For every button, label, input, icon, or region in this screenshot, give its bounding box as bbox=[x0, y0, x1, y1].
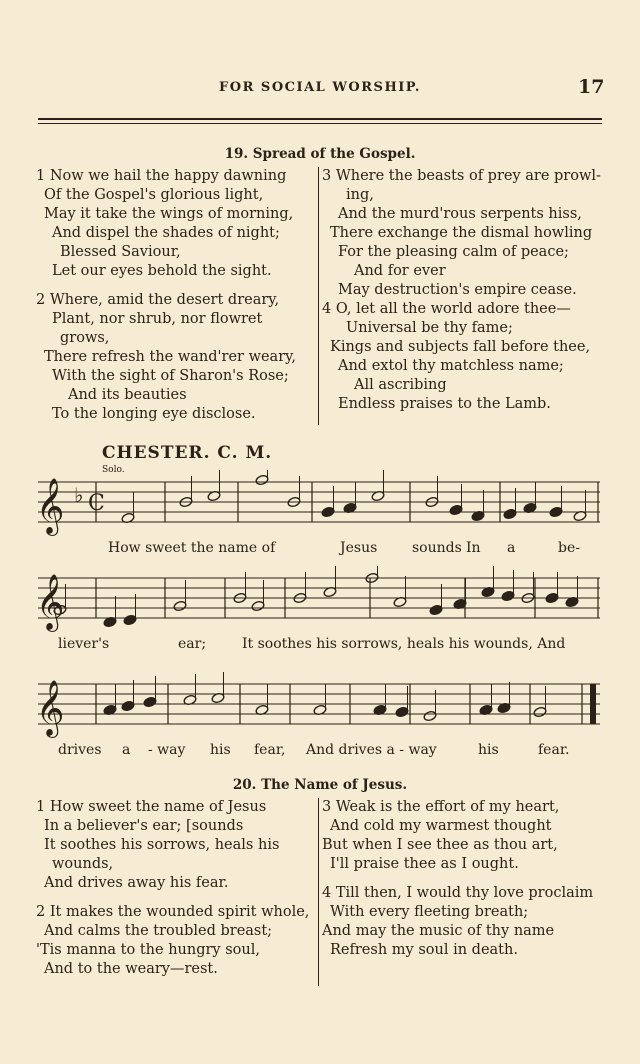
lyric-syllable: drives bbox=[58, 742, 102, 758]
verse-line: Let our eyes behold the sight. bbox=[52, 263, 272, 279]
note-head bbox=[429, 604, 443, 616]
verse-line: There refresh the wand'rer weary, bbox=[44, 349, 297, 365]
verse-line: 3 Weak is the effort of my heart, bbox=[322, 799, 560, 815]
lyric-syllable: It soothes his sorrows, heals his wounds, And bbox=[242, 636, 566, 652]
hymn-19-title: 19. Spread of the Gospel. bbox=[224, 146, 416, 162]
verse-line: Plant, nor shrub, nor flowret bbox=[52, 311, 263, 327]
note-head bbox=[121, 700, 135, 712]
flat-icon: ♭ bbox=[74, 483, 84, 507]
lyric-syllable: a bbox=[122, 742, 131, 758]
note-head bbox=[533, 706, 547, 718]
lyric-syllable: Jesus bbox=[340, 540, 378, 556]
verse-line: Refresh my soul in death. bbox=[330, 942, 518, 958]
note-head bbox=[251, 600, 265, 612]
verse-line: With the sight of Sharon's Rose; bbox=[52, 368, 289, 384]
note-head bbox=[143, 696, 157, 708]
verse-line: May it take the wings of morning, bbox=[44, 206, 294, 222]
time-signature-icon: C bbox=[88, 491, 105, 516]
note-head bbox=[503, 508, 517, 520]
lyric-syllable: fear, bbox=[254, 742, 286, 758]
verse-line: And for ever bbox=[354, 263, 446, 279]
verse-line: Kings and subjects fall before thee, bbox=[330, 339, 591, 355]
lyric-syllable: How sweet the name of bbox=[108, 540, 276, 556]
hymn-19-right-column bbox=[322, 167, 604, 414]
lyric-syllable: fear. bbox=[538, 742, 570, 758]
verse-line: And extol thy matchless name; bbox=[338, 358, 564, 374]
verse-line: 4 O, let all the world adore thee— bbox=[322, 301, 571, 317]
lyric-syllable: In bbox=[466, 540, 481, 556]
verse-line: And drives away his fear. bbox=[44, 875, 229, 891]
note-head bbox=[423, 710, 437, 722]
verse-line: But when I see thee as thou art, bbox=[322, 837, 558, 853]
verse-line: To the longing eye disclose. bbox=[52, 406, 256, 422]
lyric-syllable: his bbox=[210, 742, 231, 758]
header-rule bbox=[38, 118, 602, 124]
verse-line bbox=[322, 874, 604, 884]
treble-clef-icon: 𝄞 bbox=[36, 574, 65, 630]
verse-line: 1 How sweet the name of Jesus bbox=[36, 799, 267, 815]
verse-line: 3 Where the beasts of prey are prowl- bbox=[322, 168, 601, 184]
tune-title: CHESTER. C. M. bbox=[102, 443, 273, 463]
verse-line: And calms the troubled breast; bbox=[44, 923, 273, 939]
verse-line: ing, bbox=[346, 187, 374, 203]
voice-label: Solo. bbox=[102, 465, 125, 475]
verse-line: Endless praises to the Lamb. bbox=[338, 396, 551, 412]
verse-line: All ascribing bbox=[354, 377, 447, 393]
note-head bbox=[549, 506, 563, 518]
verse-line: There exchange the dismal howling bbox=[330, 225, 593, 241]
note-head bbox=[173, 600, 187, 612]
verse-line: Blessed Saviour, bbox=[60, 244, 181, 260]
treble-clef-icon: 𝄞 bbox=[36, 680, 65, 736]
note-head bbox=[545, 592, 559, 604]
verse-line: And to the weary—rest. bbox=[44, 961, 218, 977]
verse-line: May destruction's empire cease. bbox=[338, 282, 577, 298]
verse-line: 1 Now we hail the happy dawning bbox=[36, 168, 287, 184]
note-head bbox=[255, 474, 269, 486]
verse-line: Universal be thy fame; bbox=[346, 320, 513, 336]
verse-line: I'll praise thee as I ought. bbox=[330, 856, 519, 872]
note-head bbox=[395, 706, 409, 718]
final-barline bbox=[590, 684, 596, 724]
verse-line: It soothes his sorrows, heals his bbox=[44, 837, 280, 853]
lyric-syllable: his bbox=[478, 742, 499, 758]
lyric-syllable: - way bbox=[148, 742, 186, 758]
verse-line: wounds, bbox=[52, 856, 114, 872]
music-staff-1 bbox=[0, 470, 640, 540]
note-head bbox=[123, 614, 137, 626]
verse-line: And the murd'rous serpents hiss, bbox=[338, 206, 582, 222]
verse-line: With every fleeting breath; bbox=[330, 904, 529, 920]
verse-line: Of the Gospel's glorious light, bbox=[44, 187, 264, 203]
music-staff-3 bbox=[0, 672, 640, 742]
hymn-20-right-column bbox=[322, 798, 604, 960]
lyric-syllable: liever's bbox=[58, 636, 110, 652]
lyric-syllable: ear; bbox=[178, 636, 207, 652]
note-head bbox=[321, 506, 335, 518]
music-staff-2 bbox=[0, 566, 640, 636]
verse-line: 2 It makes the wounded spirit whole, bbox=[36, 904, 310, 920]
verse-line: 'Tis manna to the hungry soul, bbox=[36, 942, 260, 958]
note-head bbox=[501, 590, 515, 602]
running-header: FOR SOCIAL WORSHIP. bbox=[219, 80, 421, 95]
verse-line: 2 Where, amid the desert dreary, bbox=[36, 292, 280, 308]
verse-line: And dispel the shades of night; bbox=[52, 225, 280, 241]
verse-line: And its beauties bbox=[68, 387, 187, 403]
verse-line: grows, bbox=[60, 330, 110, 346]
verse-line: 4 Till then, I would thy love proclaim bbox=[322, 885, 594, 901]
verse-line bbox=[36, 281, 316, 291]
page-number: 17 bbox=[578, 76, 605, 98]
lyric-syllable: a bbox=[507, 540, 516, 556]
lyric-syllable: sounds bbox=[412, 540, 462, 556]
verse-line: And cold my warmest thought bbox=[330, 818, 552, 834]
hymn-20-left-column bbox=[36, 798, 316, 979]
note-head bbox=[449, 504, 463, 516]
lyric-syllable: be- bbox=[558, 540, 580, 556]
verse-line bbox=[36, 893, 316, 903]
treble-clef-icon: 𝄞 bbox=[36, 478, 65, 534]
verse-line: In a believer's ear; [sounds bbox=[44, 818, 244, 834]
hymn-19-left-column bbox=[36, 167, 316, 424]
lyric-syllable: And drives a - way bbox=[306, 742, 437, 758]
verse-line: And may the music of thy name bbox=[322, 923, 555, 939]
hymn-20-title: 20. The Name of Jesus. bbox=[232, 777, 408, 793]
verse-line: For the pleasing calm of peace; bbox=[338, 244, 569, 260]
column-divider bbox=[318, 798, 319, 986]
column-divider bbox=[318, 167, 319, 425]
